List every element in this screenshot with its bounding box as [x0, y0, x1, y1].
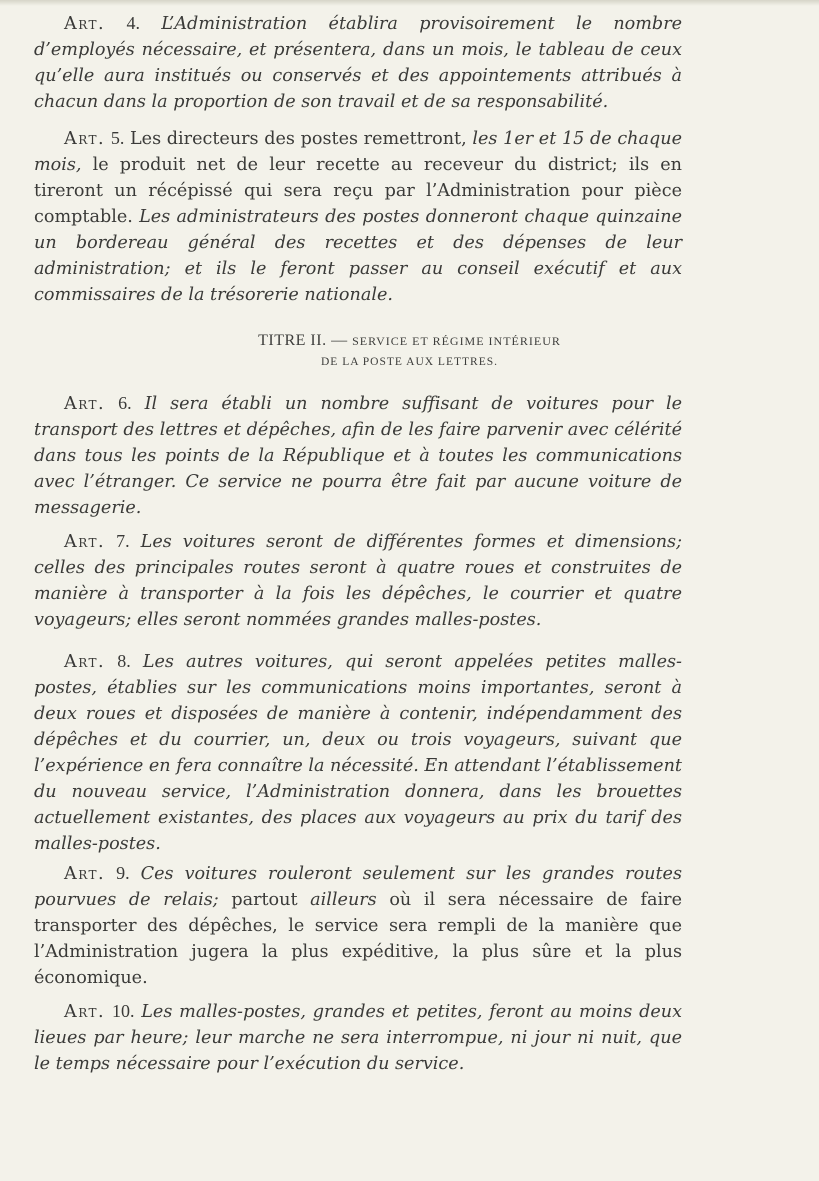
article-text: Ces voitures rouleront seulement sur les grandes routes pourvues de relais; [34, 864, 682, 910]
article-text: Les administrateurs des postes donneront chaque quinzaine un bordereau général des recettes et des dépenses de leur administration; et ils le feront passer au conseil exécutif et aux commissaires de la trésorerie nationale. [34, 207, 682, 305]
article-9 [34, 860, 682, 991]
article-text: Il sera établi un nombre suffisant de voitures pour le transport des lettres et dépêches, afin de les faire parvenir avec célérité dans tous les points de la République et à toutes les communications avec l’étranger. Ce service ne pourra être fait par aucune voiture de messagerie. [34, 394, 683, 518]
article-6 [34, 390, 682, 521]
article-label: Art. [64, 394, 106, 414]
article-text: Les voitures seront de différentes formes et dimensions; celles des principales routes seront à quatre roues et construites de manière à transporter à la fois les dépêches, le courrier et quatre voyageurs; elles seront nommées grandes malles-postes. [34, 532, 683, 630]
article-text: où il sera nécessaire de faire transporter des dépêches, le service sera rempli de la manière que l’Administration jugera la plus expéditive, la plus sûre et la plus économique. [34, 890, 682, 988]
article-label: Art. [64, 129, 106, 149]
article-label: Art. [64, 652, 106, 672]
article-number: 6. [118, 393, 132, 413]
article-4 [34, 10, 682, 115]
page-top-edge [0, 0, 819, 6]
article-text: partout [218, 890, 311, 910]
article-text: le produit net de leur recette au receveur du district; ils en tireront un récépissé qui sera reçu par l’Administration pour pièce comptable. [34, 155, 682, 227]
article-text: ailleurs [310, 890, 377, 910]
article-label: Art. [64, 14, 106, 34]
article-10 [34, 998, 682, 1077]
article-number: 4. [126, 13, 140, 33]
section-title-main: SERVICE ET RÉGIME INTÉRIEUR [352, 334, 561, 348]
article-number: 8. [117, 651, 131, 671]
article-text: Les directeurs des postes remettront, [129, 129, 473, 149]
article-7 [34, 528, 682, 633]
section-title-line1 [0, 332, 819, 350]
article-text: les 1er et 15 de chaque mois, [34, 129, 683, 175]
article-number: 9. [116, 863, 130, 883]
article-number: 10. [111, 1001, 135, 1021]
article-text: Les autres voitures, qui seront appelées petites malles-postes, établies sur les communications moins importantes, seront à deux roues et disposées de manière à contenir, indépendamment des dépêches et du courrier, un, deux ou trois voyageurs, suivant que l’expérience en fera connaître la nécessité. En attendant l’établissement du nouveau service, l’Administration donnera, dans les brouettes actuellement existantes, des places aux voyageurs au prix du tarif des malles-postes. [34, 652, 682, 854]
article-number: 7. [116, 531, 130, 551]
article-text: Les malles-postes, grandes et petites, feront au moins deux lieues par heure; leur marche ne sera interrompue, ni jour ni nuit, que le temps nécessaire pour l’exécution du service. [34, 1002, 683, 1074]
article-label: Art. [64, 532, 106, 552]
article-5 [34, 125, 682, 308]
article-label: Art. [64, 1002, 106, 1022]
article-label: Art. [64, 864, 106, 884]
section-title-prefix: TITRE II. — [258, 332, 353, 349]
section-title-line2: DE LA POSTE AUX LETTRES. [320, 356, 498, 368]
article-8 [34, 648, 682, 857]
article-text: L’Administration établira provisoirement le nombre d’employés nécessaire, et présentera, dans un mois, le tableau de ceux qu’elle aura institués ou conservés et des appointements attribués à chacun dans la proportion de son travail et de sa responsabilité. [34, 14, 683, 112]
article-number: 5. [110, 128, 125, 148]
